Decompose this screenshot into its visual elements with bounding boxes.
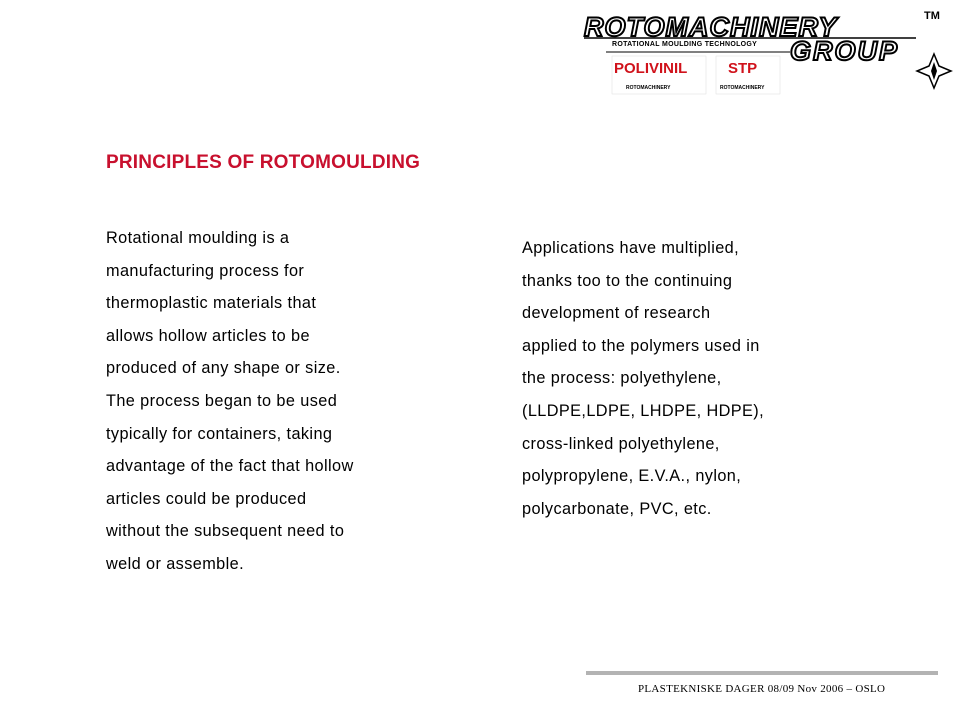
rotomachinery-group-logo (576, 8, 956, 100)
left-paragraph (106, 222, 354, 581)
left-line: thermoplastic materials that (106, 294, 317, 313)
compass-star-icon (917, 54, 951, 88)
page-title: PRINCIPLES OF ROTOMOULDING (106, 152, 421, 173)
left-line: Rotational moulding is a (106, 229, 290, 247)
stp-brand-logo: STP (728, 60, 758, 77)
left-line: The process began to be used (106, 391, 338, 410)
polivinil-brand-logo: POLIVINIL (614, 60, 688, 77)
stp-brand-sub: ROTOMACHINERY (720, 85, 765, 91)
right-line: cross-linked polyethylene, (522, 434, 720, 453)
left-line: produced of any shape or size. (106, 359, 341, 378)
logo-tagline: ROTATIONAL MOULDING TECHNOLOGY (612, 41, 758, 48)
left-line: advantage of the fact that hollow (106, 457, 354, 476)
right-line: the process: polyethylene, (522, 369, 722, 388)
left-line: allows hollow articles to be (106, 326, 310, 345)
trademark-mark: TM (924, 10, 940, 22)
right-line: (LLDPE,LDPE, LHDPE, HDPE), (522, 401, 765, 420)
left-line: weld or assemble. (106, 554, 245, 573)
footer-caption: PLASTEKNISKE DAGER 08/09 Nov 2006 – OSLO (638, 683, 886, 695)
logo-wordmark-top: ROTOMACHINERY (584, 12, 838, 42)
left-line: manufacturing process for (106, 261, 305, 280)
logo-wordmark-bottom: GROUP (790, 36, 900, 66)
left-line: without the subsequent need to (106, 522, 345, 541)
right-line: development of research (522, 304, 711, 323)
right-line: polycarbonate, PVC, etc. (522, 499, 712, 518)
right-line: applied to the polymers used in (522, 336, 760, 355)
left-line: articles could be produced (106, 489, 307, 508)
right-line: polypropylene, E.V.A., nylon, (522, 467, 742, 486)
footer-divider (586, 671, 938, 675)
right-line: Applications have multiplied, (522, 239, 740, 257)
right-line: thanks too to the continuing (522, 271, 733, 290)
left-line: typically for containers, taking (106, 424, 333, 443)
right-paragraph (522, 232, 764, 525)
polivinil-brand-sub: ROTOMACHINERY (626, 85, 671, 91)
